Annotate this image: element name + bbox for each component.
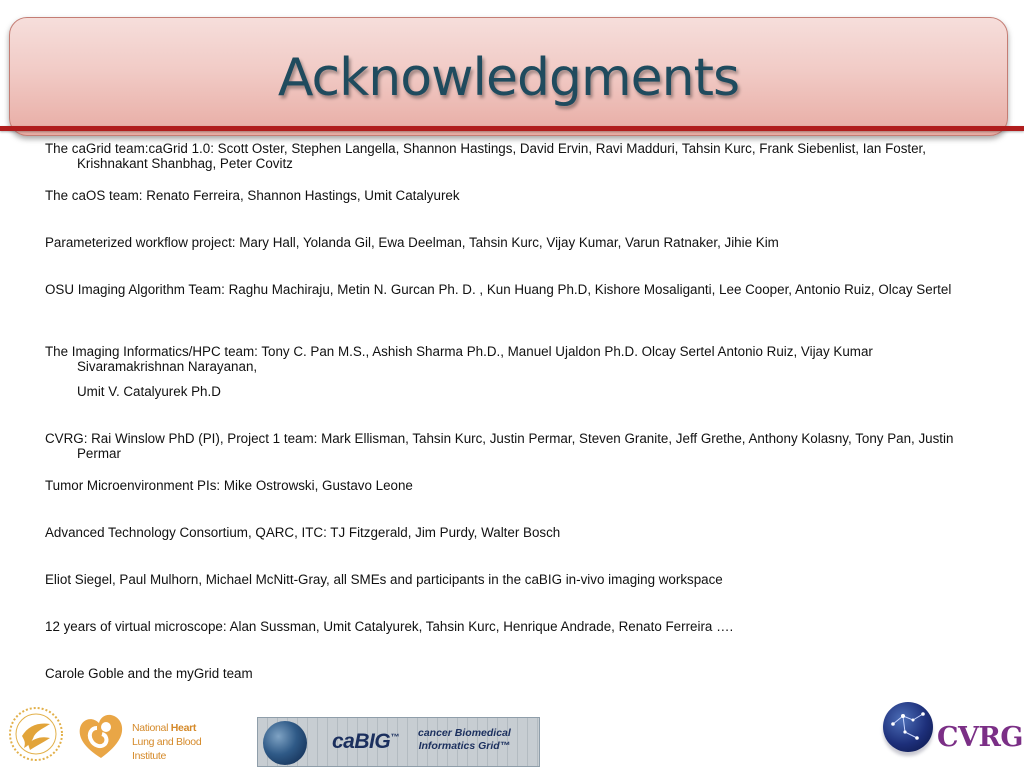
- acknowledgment-item: OSU Imaging Algorithm Team: Raghu Machiraju, Metin N. Gurcan Ph. D. , Kun Huang Ph.D, Kishore Mosaliganti, Lee Cooper, Antonio Ruiz, Olcay Sertel: [45, 282, 952, 297]
- acknowledgment-list: [45, 141, 957, 683]
- acknowledgment-item: Advanced Technology Consortium, QARC, ITC: TJ Fitzgerald, Jim Purdy, Walter Bosch: [45, 525, 561, 540]
- title-banner: [9, 17, 1008, 136]
- constellation-globe-icon: [883, 702, 933, 752]
- acknowledgment-item: Parameterized workflow project: Mary Hall, Yolanda Gil, Ewa Deelman, Tahsin Kurc, Vijay Kumar, Varun Ratnaker, Jihie Kim: [45, 235, 779, 250]
- acknowledgment-item: The caOS team: Renato Ferreira, Shannon Hastings, Umit Catalyurek: [45, 188, 460, 203]
- nhlbi-logo: [75, 710, 235, 762]
- acknowledgment-item: The caGrid team:caGrid 1.0: Scott Oster, Stephen Langella, Shannon Hastings, David Ervin, Ravi Madduri, Tahsin Kurc, Frank Siebenlist, Ian Foster, Krishnakant Shanbhag, Peter Covitz: [45, 141, 926, 171]
- cabig-logo: [257, 717, 540, 767]
- acknowledgment-item: 12 years of virtual microscope: Alan Sussman, Umit Catalyurek, Tahsin Kurc, Henrique Andrade, Renato Ferreira ….: [45, 619, 734, 634]
- acknowledgment-item-continuation: Umit V. Catalyurek Ph.D: [77, 384, 221, 399]
- title-divider: [0, 126, 1024, 131]
- acknowledgment-item: CVRG: Rai Winslow PhD (PI), Project 1 team: Mark Ellisman, Tahsin Kurc, Justin Permar, Steven Granite, Jeff Grethe, Anthony Kolasny, Tony Pan, Justin Permar: [45, 431, 954, 461]
- cabig-tagline: cancer Biomedical Informatics Grid™: [418, 727, 511, 752]
- acknowledgment-item: The Imaging Informatics/HPC team: Tony C. Pan M.S., Ashish Sharma Ph.D., Manuel Ujaldon Ph.D. Olcay Sertel Antonio Ruiz, Vijay Kumar Sivaramakrishnan Narayanan,: [45, 344, 873, 374]
- cabig-wordmark: caBIG™: [332, 730, 399, 753]
- acknowledgment-item: Eliot Siegel, Paul Mulhorn, Michael McNitt-Gray, all SMEs and participants in the caBIG in-vivo imaging workspace: [45, 572, 723, 587]
- slide-title: Acknowledgments: [277, 48, 740, 108]
- nhlbi-heart-icon: [75, 710, 127, 762]
- globe-icon: [263, 721, 307, 765]
- hhs-seal-logo: [8, 706, 64, 762]
- cvrg-wordmark: CVRG: [937, 722, 1023, 753]
- cvrg-logo: [880, 700, 1023, 764]
- acknowledgment-item: Tumor Microenvironment PIs: Mike Ostrowski, Gustavo Leone: [45, 478, 413, 493]
- acknowledgment-item: Carole Goble and the myGrid team: [45, 666, 253, 681]
- nhlbi-wordmark: National Heart Lung and Blood Institute: [132, 722, 202, 762]
